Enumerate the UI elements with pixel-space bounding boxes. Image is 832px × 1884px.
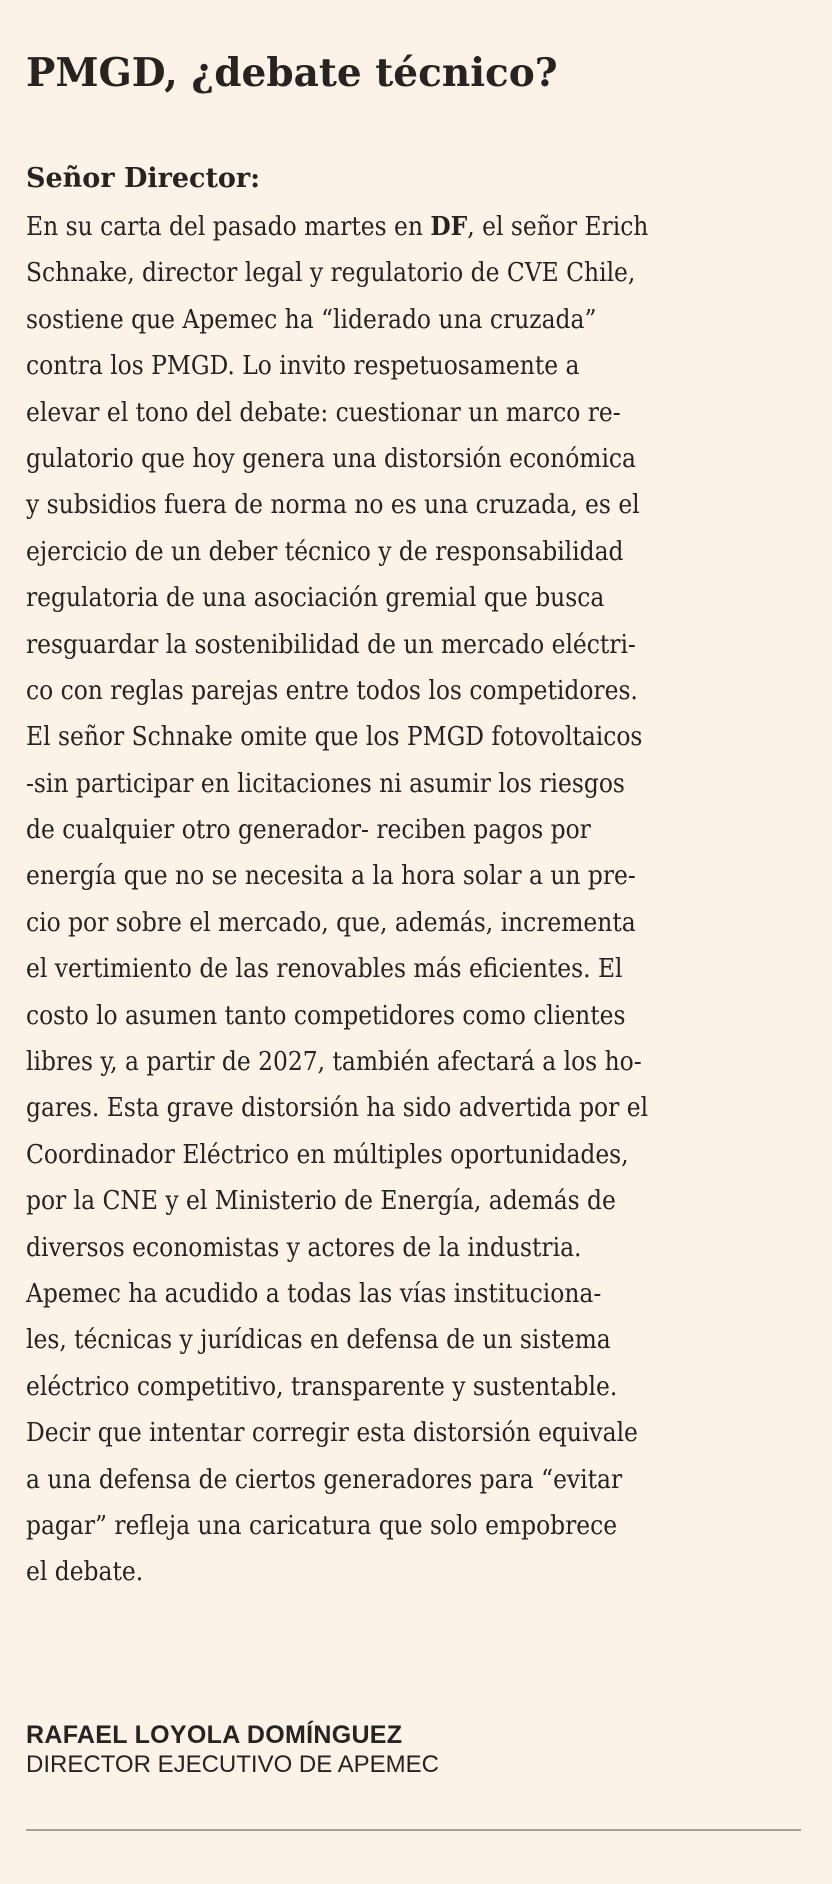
letter-body-line: regulatoria de una asociación gremial que busca bbox=[26, 583, 605, 614]
letter-body-line: Schnake, director legal y regulatorio de CVE Chile, bbox=[26, 258, 636, 289]
letter-body-line: libres y, a partir de 2027, también afectará a los ho- bbox=[26, 1047, 642, 1078]
letter-body-line: energía que no se necesita a la hora solar a un pre- bbox=[26, 861, 636, 892]
letter-body-line: de cualquier otro generador- reciben pagos por bbox=[26, 815, 591, 846]
letter-body-line: En su carta del pasado martes en DF, el señor Erich bbox=[26, 212, 649, 242]
letter-body-line: ejercicio de un deber técnico y de responsabilidad bbox=[26, 536, 624, 567]
letter-body-line: sostiene que Apemec ha “liderado una cruzada” bbox=[26, 304, 597, 335]
letter-body-line: resguardar la sostenibilidad de un mercado eléctri- bbox=[26, 629, 636, 660]
letter-body-line: pagar” refleja una caricatura que solo empobrece bbox=[26, 1510, 618, 1541]
letter-salutation: Señor Director: bbox=[26, 163, 261, 194]
letter-body-line: y subsidios fuera de norma no es una cruzada, es el bbox=[26, 490, 640, 521]
letter-body-line: el vertimiento de las renovables más eficientes. El bbox=[26, 954, 623, 985]
letter-body-line: contra los PMGD. Lo invito respetuosamente a bbox=[26, 351, 580, 382]
letter-body-line: diversos economistas y actores de la industria. bbox=[26, 1232, 582, 1263]
letter-body-line: Coordinador Eléctrico en múltiples oportunidades, bbox=[26, 1139, 629, 1170]
bottom-divider bbox=[26, 1829, 801, 1831]
letter-body-line: elevar el tono del debate: cuestionar un marco re- bbox=[26, 397, 621, 428]
letter-body-line: les, técnicas y jurídicas en defensa de un sistema bbox=[26, 1325, 611, 1356]
letter-body-line: costo lo asumen tanto competidores como clientes bbox=[26, 1000, 626, 1031]
signature-role: DIRECTOR EJECUTIVO DE APEMEC bbox=[26, 1751, 439, 1778]
letter-body-line: cio por sobre el mercado, que, además, incrementa bbox=[26, 907, 636, 938]
letter-body-line: gulatorio que hoy genera una distorsión económica bbox=[26, 443, 636, 474]
letter-body-line: co con reglas parejas entre todos los competidores. bbox=[26, 675, 638, 706]
letter-body-line: -sin participar en licitaciones ni asumir los riesgos bbox=[26, 768, 625, 799]
letter-body-line: por la CNE y el Ministerio de Energía, además de bbox=[26, 1186, 616, 1217]
letter-body-line: El señor Schnake omite que los PMGD fotovoltaicos bbox=[26, 722, 643, 753]
letter-headline: PMGD, ¿debate técnico? bbox=[26, 50, 558, 96]
letter-body-line: el debate. bbox=[26, 1557, 144, 1588]
letter-body-line: eléctrico competitivo, transparente y sustentable. bbox=[26, 1371, 618, 1402]
letter-body-line: a una defensa de ciertos generadores para “evitar bbox=[26, 1464, 623, 1495]
bold-term: DF bbox=[430, 212, 468, 242]
signature-name: RAFAEL LOYOLA DOMÍNGUEZ bbox=[26, 1721, 403, 1749]
letter-body-line: Decir que intentar corregir esta distorsión equivale bbox=[26, 1418, 638, 1449]
letter-body-line: gares. Esta grave distorsión ha sido advertida por el bbox=[26, 1093, 649, 1124]
letter-body bbox=[26, 204, 806, 1596]
letter-body-line: Apemec ha acudido a todas las vías instituciona- bbox=[26, 1278, 602, 1309]
